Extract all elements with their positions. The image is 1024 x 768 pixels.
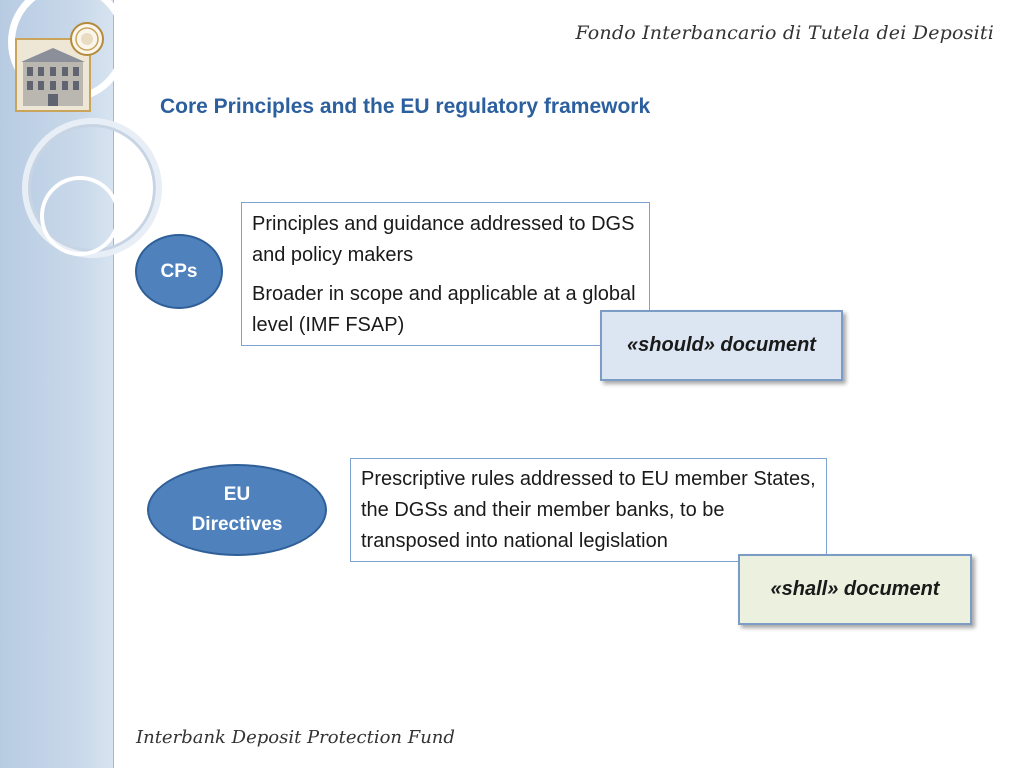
page-title: Core Principles and the EU regulatory framework [160, 95, 651, 118]
cps-description-box [241, 202, 650, 346]
should-document-label: «should» document [627, 334, 816, 356]
header-organization-name: Fondo Interbancario di Tutela dei Depositi [575, 22, 994, 44]
eu-description: Prescriptive rules addressed to EU member States, the DGSs and their member banks, to be transposed into national legislation [361, 468, 816, 552]
eu-directives-oval [147, 464, 327, 556]
cps-point-2: Broader in scope and applicable at a global level (IMF FSAP) [252, 283, 636, 336]
eu-description-box [350, 458, 827, 562]
cps-point-1: Principles and guidance addressed to DGS and policy makers [252, 213, 635, 266]
shall-document-tag [738, 554, 972, 625]
cps-label: CPs [160, 260, 198, 282]
eu-label-line-1: EU [223, 484, 251, 505]
seal-icon [70, 22, 104, 56]
should-document-tag [600, 310, 843, 381]
cps-oval [135, 234, 223, 309]
sidebar-decoration [0, 0, 114, 768]
eu-label-line-2: Directives [191, 514, 283, 535]
shall-document-label: «shall» document [770, 578, 940, 600]
footer-organization-name: Interbank Deposit Protection Fund [136, 727, 455, 748]
decorative-ring [40, 176, 120, 256]
